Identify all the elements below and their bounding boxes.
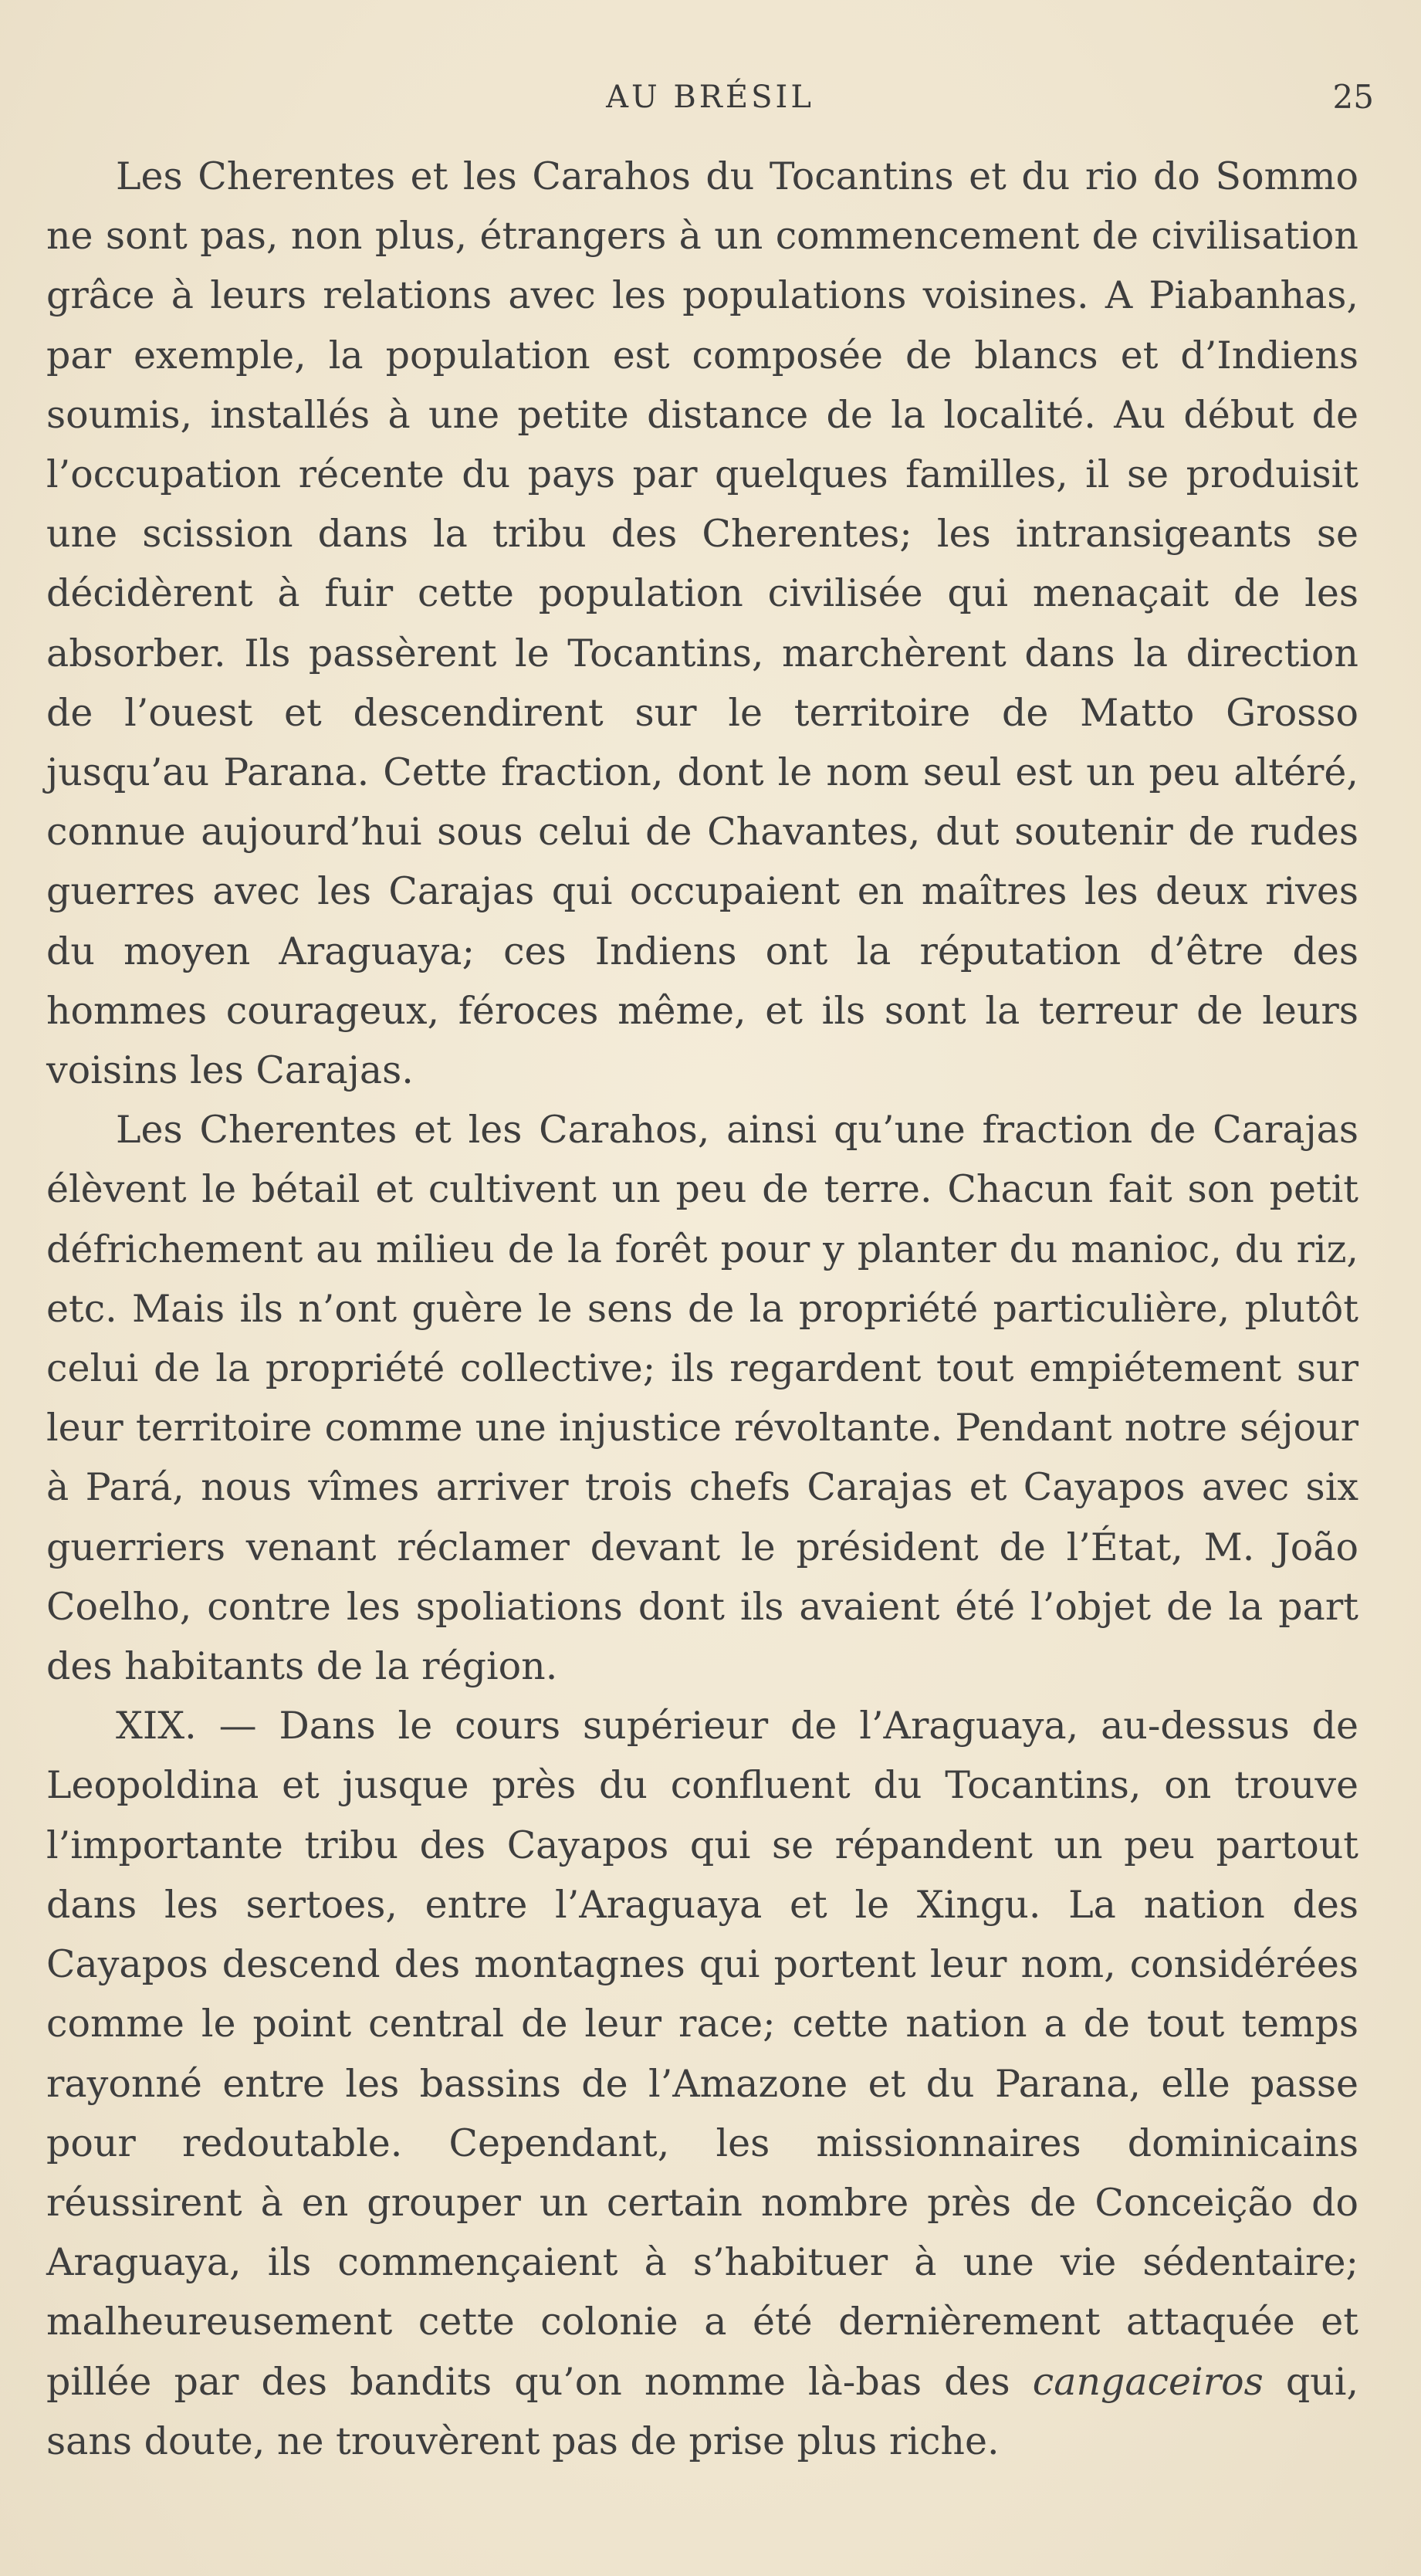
paragraph-3-text: XIX. — Dans le cours supérieur de l’Araguaya, au-dessus de Leopoldina et jusque près du confluent du Tocantins, on trouve l’importante tribu des Cayapos qui se répandent un peu partout dans les sertoes, entre l’Araguaya et le Xingu. La nation des Cayapos descend des montagnes qui portent leur nom, considérées comme le point central de leur race; cette nation a de tout temps rayonné entre les bassins de l’Amazone et du Parana, elle passe pour redoutable. Cependant, les missionnaires dominicains réussirent à en grouper un certain nombre près de Conceição do Araguaya, ils commençaient à s’habituer à une vie sédentaire; malheureusement cette colonie a été dernièrement attaquée et pillée par des bandits qu’on nomme là-bas des [46,1704,1358,2404]
page-number: 25 [1332,78,1374,116]
body-text [46,147,1358,2471]
paragraph-3-tail: qui, sans doute, ne trouvèrent pas de prise plus riche. [46,2359,1359,2463]
paragraph-2: Les Cherentes et les Carahos, ainsi qu’une fraction de Carajas élèvent le bétail et cultivent un peu de terre. Chacun fait son petit défrichement au milieu de la forêt pour y planter du manioc, du riz, etc. Mais ils n’ont guère le sens de la propriété particulière, plutôt celui de la propriété collective; ils regardent tout empiétement sur leur territoire comme une injustice révoltante. Pendant notre séjour à Pará, nous vîmes arriver trois chefs Carajas et Cayapos avec six guerriers venant réclamer devant le président de l’État, M. João Coelho, contre les spoliations dont ils avaient été l’objet de la part des habitants de la région. [46,1108,1358,1689]
page-header [46,74,1374,120]
italic-term-cangaceiros: cangaceiros [1032,2359,1264,2404]
paragraph-1: Les Cherentes et les Carahos du Tocantins et du rio do Sommo ne sont pas, non plus, étrangers à un commencement de civilisation grâce à leurs relations avec les populations voisines. A Piabanhas, par exemple, la population est composée de blancs et d’Indiens soumis, installés à une petite distance de la localité. Au début de l’occupation récente du pays par quelques familles, il se produisit une scission dans la tribu des Cherentes; les intransigeants se décidèrent à fuir cette population civilisée qui menaçait de les absorber. Ils passèrent le Tocantins, marchèrent dans la direction de l’ouest et descendirent sur le territoire de Matto Grosso jusqu’au Parana. Cette fraction, dont le nom seul est un peu altéré, connue aujourd’hui sous celui de Chavantes, dut soutenir de rudes guerres avec les Carajas qui occupaient en maîtres les deux rives du moyen Araguaya; ces Indiens ont la réputation d’être des hommes courageux, féroces même, et ils sont la terreur de leurs voisins les Carajas. [46,154,1358,1093]
running-head: AU BRÉSIL [606,80,814,115]
paragraph-3 [46,1696,1358,2471]
